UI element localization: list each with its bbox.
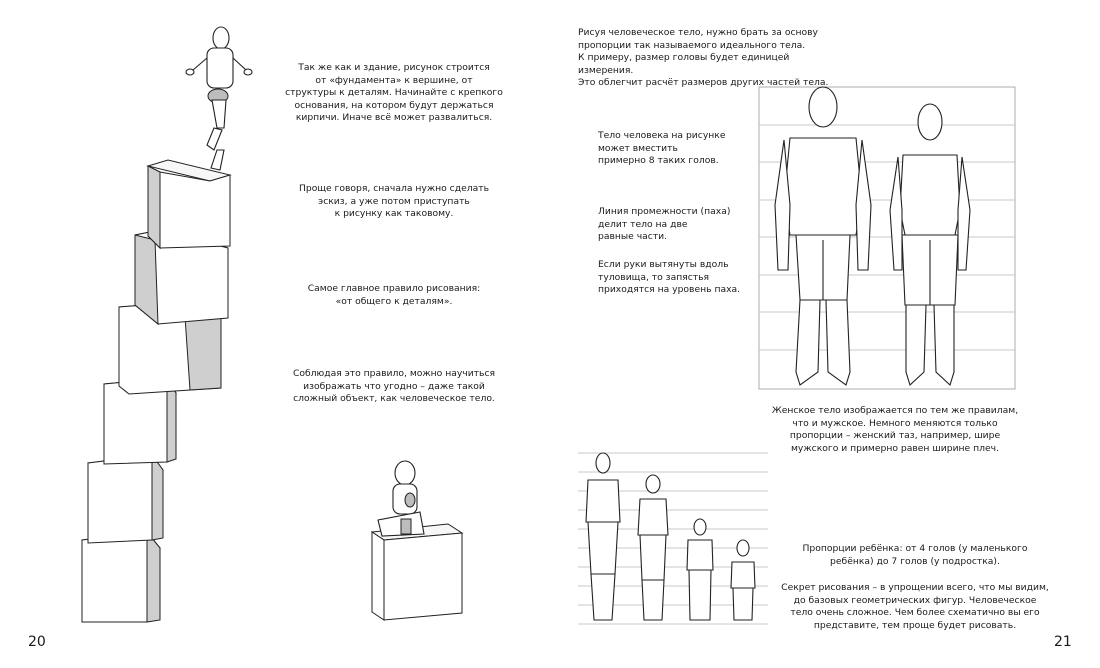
standing-mannequin-illustration (186, 27, 252, 170)
right-intro-text: Рисуя человеческое тело, нужно брать за основу пропорции так называемого идеального тела. К примеру, размер головы будет единицей измерения. Это облегчит расчёт размеров других частей тела. (578, 27, 829, 88)
note-wrists-level: Если руки вытянуты вдоль туловища, то запястья приходятся на уровень паха. (598, 259, 741, 295)
note-female-body: Женское тело изображается по тем же правилам, что и мужское. Немного меняются только пропорции – женский таз, например, шире мужского и примерно равен ширине плеч. (771, 405, 1019, 454)
adult-proportion-chart (759, 87, 1015, 389)
left-paragraph-foundation: Так же как и здание, рисунок строится от «фундамента» к вершине, от структуры к деталям. Начинайте с крепкого основания, на котором будут держаться кирпичи. Иначе всё может развалиться. (285, 62, 503, 123)
note-eight-heads: Тело человека на рисунке может вместить примерно 8 таких голов. (598, 130, 726, 166)
note-crotch-line: Линия промежности (паха) делит тело на две равные части. (598, 206, 731, 242)
note-drawing-secret: Секрет рисования – в упрощении всего, что мы видим, до базовых геометрических фигур. Человеческое тело очень сложное. Чем более схематично вы его представите, тем проще будет рисовать. (781, 582, 1049, 631)
left-page-number: 20 (28, 634, 46, 650)
child-proportion-chart (578, 453, 768, 624)
cube-tower-illustration (82, 160, 230, 622)
left-paragraph-main-rule: Самое главное правило рисования: «от общего к деталям». (307, 283, 481, 307)
right-page-number: 21 (1054, 634, 1072, 650)
note-child-proportions: Пропорции ребёнка: от 4 голов (у маленького ребёнка) до 7 голов (у подростка). (802, 543, 1028, 567)
left-paragraph-human-body: Соблюдая это правило, можно научиться изображать что угодно – даже такой сложный объект, как человеческое тело. (292, 368, 496, 404)
left-paragraph-sketch: Проще говоря, сначала нужно сделать эскиз, а уже потом приступать к рисунку как таковому. (298, 183, 490, 219)
sitting-mannequin-illustration (372, 461, 462, 620)
